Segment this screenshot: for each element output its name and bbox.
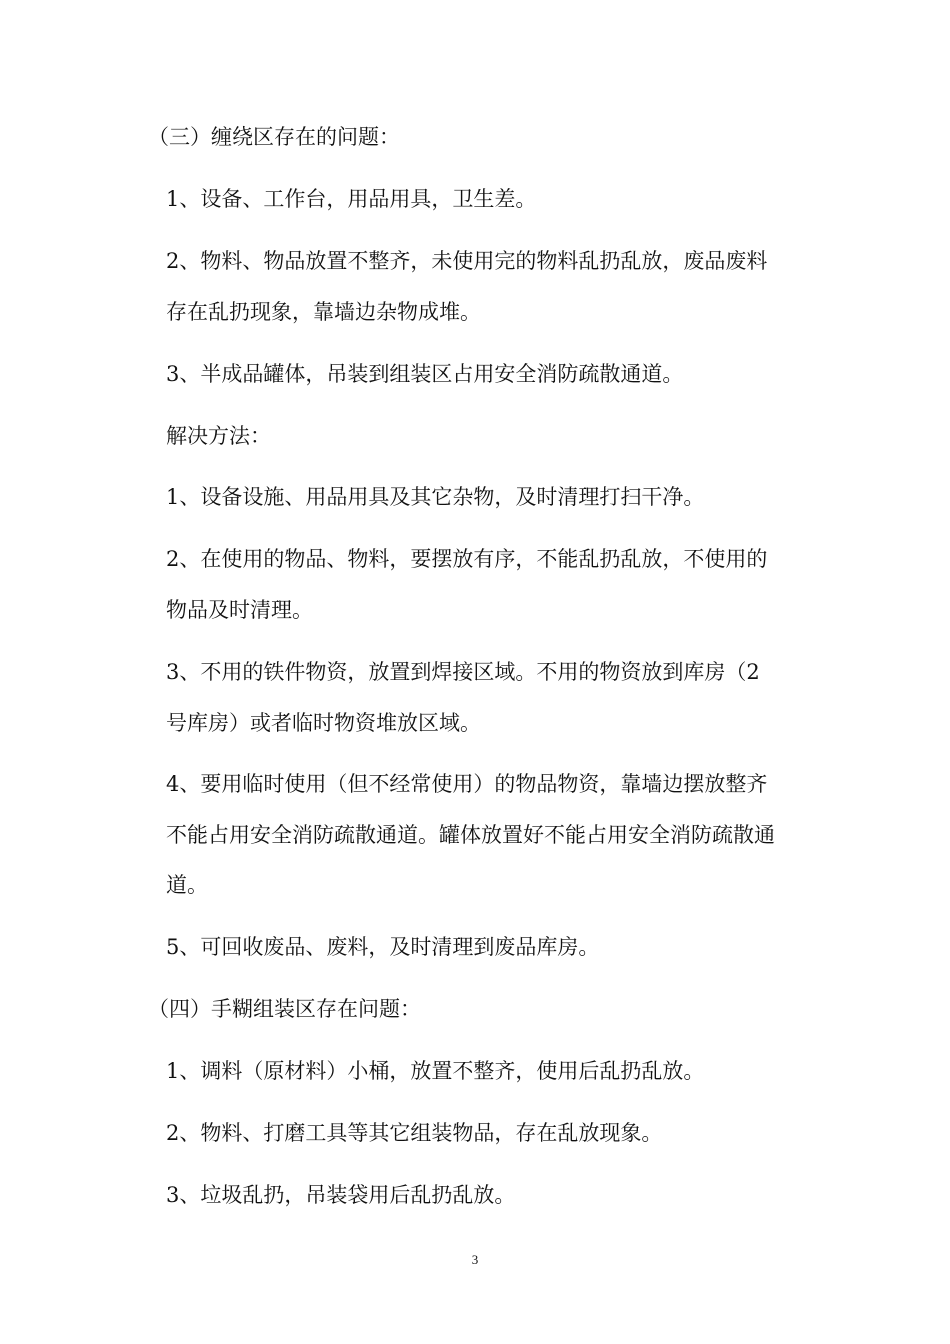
solution-3-line1: 3、不用的铁件物资，放置到焊接区域。不用的物资放到库房（2 bbox=[166, 660, 760, 684]
section3-heading: （三）缠绕区存在的问题： bbox=[148, 125, 400, 149]
section4-heading: （四）手糊组装区存在问题： bbox=[148, 997, 421, 1021]
section3-problem-1: 1、设备、工作台，用品用具，卫生差。 bbox=[166, 187, 537, 211]
solution-4-line2: 不能占用安全消防疏散通道。罐体放置好不能占用安全消防疏散通 bbox=[166, 823, 775, 847]
section4-problem-3: 3、垃圾乱扔，吊装袋用后乱扔乱放。 bbox=[166, 1183, 516, 1207]
section3-problem-2-line1: 2、物料、物品放置不整齐，未使用完的物料乱扔乱放，废品废料 bbox=[166, 249, 768, 273]
section4-problem-1: 1、调料（原材料）小桶，放置不整齐，使用后乱扔乱放。 bbox=[166, 1059, 705, 1083]
section3-problem-2-line2: 存在乱扔现象，靠墙边杂物成堆。 bbox=[166, 300, 481, 324]
solution-1: 1、设备设施、用品用具及其它杂物，及时清理打扫干净。 bbox=[166, 485, 705, 509]
solution-5: 5、可回收废品、废料，及时清理到废品库房。 bbox=[166, 935, 600, 959]
solution-4-line3: 道。 bbox=[166, 873, 208, 897]
solution-2-line2: 物品及时清理。 bbox=[166, 598, 313, 622]
section4-problem-2: 2、物料、打磨工具等其它组装物品，存在乱放现象。 bbox=[166, 1121, 663, 1145]
section3-problem-3: 3、半成品罐体，吊装到组装区占用安全消防疏散通道。 bbox=[166, 362, 684, 386]
page-number: 3 bbox=[471, 1252, 479, 1267]
solution-heading: 解决方法： bbox=[166, 424, 271, 448]
solution-2-line1: 2、在使用的物品、物料，要摆放有序，不能乱扔乱放，不使用的 bbox=[166, 547, 768, 571]
solution-3-line2: 号库房）或者临时物资堆放区域。 bbox=[166, 711, 481, 735]
solution-4-line1: 4、要用临时使用（但不经常使用）的物品物资，靠墙边摆放整齐 bbox=[166, 772, 768, 796]
